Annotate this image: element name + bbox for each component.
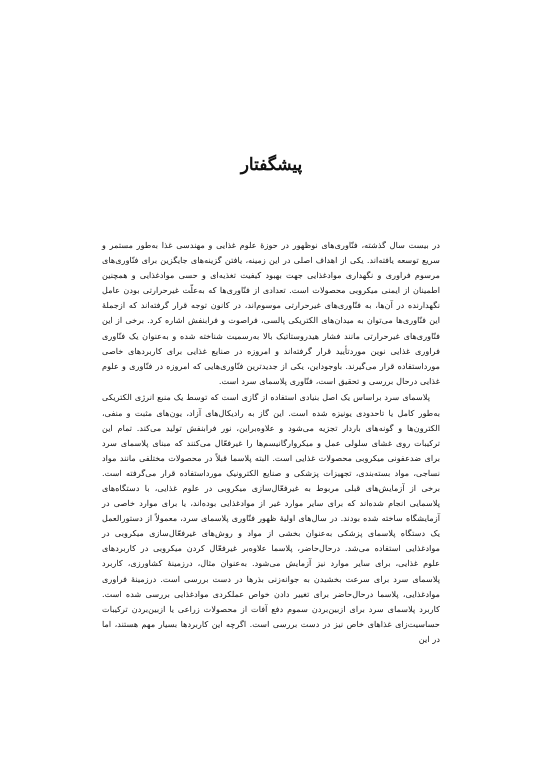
paragraph-2: پلاسمای سرد براساس یک اصل بنیادی استفاده از گازی است که توسط یک منبع انرژی الکتریکی به‌طور کامل یا تاحدودی یونیزه شده است. این گاز به رادیکال‌های آزاد، یون‌های مثبت و منفی، الکترون‌ها و گونه‌های باردار تجزیه می‌شود و علاوه‌براین، نور فرابنفش تولید می‌کند. تمام این ترکیبات روی غشای سلولی عمل و میکروارگانیسم‌ها را غیرفعّال می‌کنند که مبنای پلاسمای سرد برای ضدعفونی میکروبی محصولات غذایی است. البته پلاسما قبلاً در محصولات مختلفی مانند مواد نساجی، مواد بسته‌بندی، تجهیزات پزشکی و صنایع الکترونیک مورداستفاده قرار می‌گرفته است. برخی از آزمایش‌های قبلی مربوط به غیرفعّال‌سازی میکروبی در علوم غذایی، با دستگاه‌های پلاسمایی انجام شده‌اند که برای سایر موارد غیر از موادغذایی بوده‌اند، یا برای موارد خاصی در آزمایشگاه ساخته شده بودند. در سال‌های اولیهٔ ظهور فنّاوری پلاسمای سرد، معمولاً از دستورالعمل یک دستگاه پلاسمای پزشکی به‌عنوان بخشی از مواد و روش‌های غیرفعّال‌سازی میکروبی در موادغذایی استفاده می‌شد. درحال‌حاضر، پلاسما علاوه‌بر غیرفعّال کردن میکروبی در کاربردهای علوم غذایی، برای سایر موارد نیز آزمایش می‌شود. به‌عنوان مثال، درزمینهٔ کشاورزی، کاربرد پلاسمای سرد برای سرعت بخشیدن به جوانه‌زنی بذرها در دست بررسی است. درزمینهٔ فراوری موادغذایی، پلاسما درحال‌حاضر برای تغییر دادن خواص عملکردی موادغذایی بررسی شده است. کاربرد پلاسمای سرد برای ازبین‌بردن سموم دفع آفات از محصولات زراعی یا ازبین‌بردن ترکیبات حساسیت‌زای غذاهای خاص نیز در دست بررسی است. اگرچه این کاربردها بسیار مهم هستند، اما در این	[102, 392, 440, 644]
page-title: پیشگفتار	[240, 155, 303, 175]
body-text	[102, 238, 440, 649]
paragraph-1: در بیست سال گذشته، فنّاوری‌های نوظهور در حوزهٔ علوم غذایی و مهندسی غذا به‌طور مستمر و سریع توسعه یافته‌اند. یکی از اهداف اصلی در این زمینه، یافتن گزینه‌های جایگزین برای فنّاوری‌های مرسوم فراوری و نگهداری موادغذایی جهت بهبود کیفیت تغذیه‌ای و حسی موادغذایی و همچنین اطمینان از ایمنی میکروبی محصولات است. تعدادی از فنّاوری‌ها که به‌علّت غیرحرارتی بودن عامل نگهدارنده در آن‌ها، به فنّاوری‌های غیرحرارتی موسوم‌اند، در کانون توجه قرار گرفته‌اند که ازجملهٔ این فنّاوری‌ها می‌توان به میدان‌های الکتریکی پالسی، فراصوت و فرابنفش اشاره کرد. برخی از این فنّاوری‌های غیرحرارتی مانند فشار هیدروستاتیک بالا به‌رسمیت شناخته شده و به‌عنوان یک فنّاوری فراوری غذایی نوین موردتأیید قرار گرفته‌اند و امروزه در صنایع غذایی برای کاربردهای خاصی مورداستفاده قرار می‌گیرند. باوجوداین، یکی از جدیدترین فنّاوری‌هایی که امروزه در فنّاوری و علوم غذایی درحال بررسی و تحقیق است، فنّاوری پلاسمای سرد است.	[102, 240, 440, 386]
